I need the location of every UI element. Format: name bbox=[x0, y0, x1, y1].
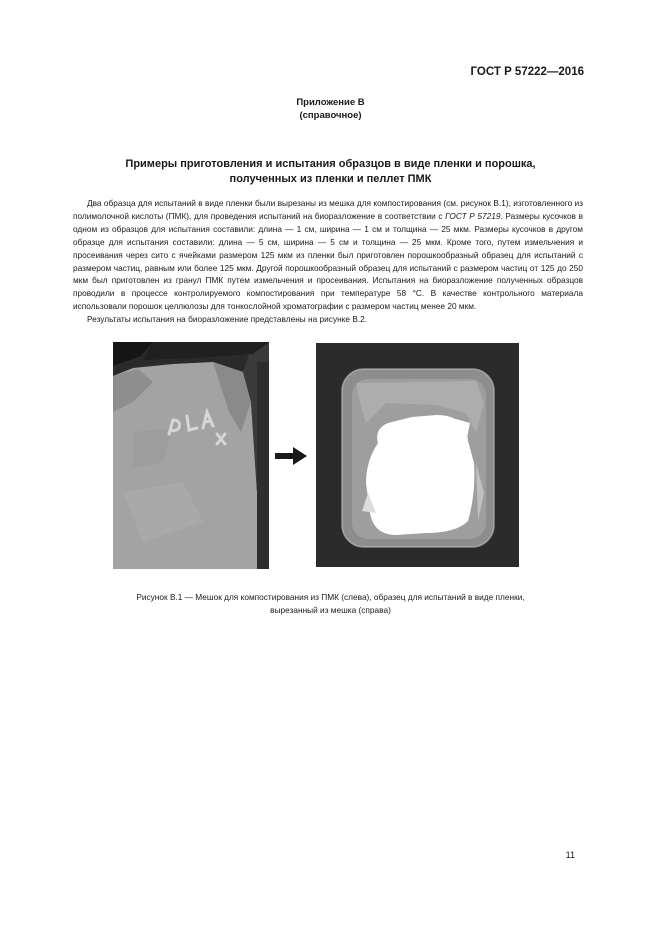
annex-heading bbox=[0, 96, 661, 122]
figure-caption-line2: вырезанный из мешка (справа) bbox=[270, 604, 391, 615]
film-sample-photo bbox=[316, 343, 519, 567]
section-title-line2: полученных из пленки и пеллет ПМК bbox=[229, 173, 432, 185]
paragraph-1 bbox=[73, 197, 583, 313]
annex-title: Приложение В bbox=[296, 97, 365, 108]
standard-number: ГОСТ Р 57222—2016 bbox=[470, 66, 584, 78]
figure-b1 bbox=[0, 342, 661, 572]
figure-caption bbox=[70, 591, 591, 616]
section-title bbox=[60, 157, 601, 187]
annex-note: (справочное) bbox=[299, 110, 362, 121]
arrow-right-icon bbox=[273, 446, 309, 466]
paragraph-1-rest: . Размеры кусочков в одном из образцов для испытания составили: длина — 1 см, ширина — 1 см и толщина — 25 мкм. Размеры кусочков в другом образце для испытания составили: длина — 5 см, ширина — 5 см и толщина — 25 мкм. Кроме того, путем измельчения и просеивания через сито с ячейками размером 125 мкм из пленки был приготовлен порошкообразный образец для испытаний с размером частиц, равным или более 125 мкм. Другой порошкообразный образец для испытаний с размером частиц от 125 до 250 мкм был приготовлен из гранул ПМК путем измельчения и просеивания. Испытания на биоразложение полученных образцов проводили в процессе контролируемого компостирования при температуре 58 °С. В качестве контрольного материала использовали порошок целлюлозы для тонкослойной хроматографии с размером частиц менее 20 мкм. bbox=[73, 210, 583, 312]
section-title-line1: Примеры приготовления и испытания образцов в виде пленки и порошка, bbox=[125, 158, 536, 170]
paragraph-2: Результаты испытания на биоразложение представлены на рисунке В.2. bbox=[87, 314, 368, 325]
standard-reference-link[interactable]: ГОСТ Р 57219 bbox=[445, 210, 501, 221]
figure-caption-line1: Рисунок В.1 — Мешок для компостирования из ПМК (слева), образец для испытаний в виде пленки, bbox=[136, 592, 525, 602]
page-number: 11 bbox=[565, 850, 575, 860]
body-text bbox=[73, 197, 583, 326]
compost-bag-photo bbox=[113, 342, 269, 569]
paragraph-1-start: Два образца для испытаний в виде пленки были вырезаны из мешка для компостирования (см. рисунок В.1), изготовленного из полимолочной кислоты (ПМК), для проведения испытаний на биоразложение в соответствии с bbox=[73, 198, 583, 221]
